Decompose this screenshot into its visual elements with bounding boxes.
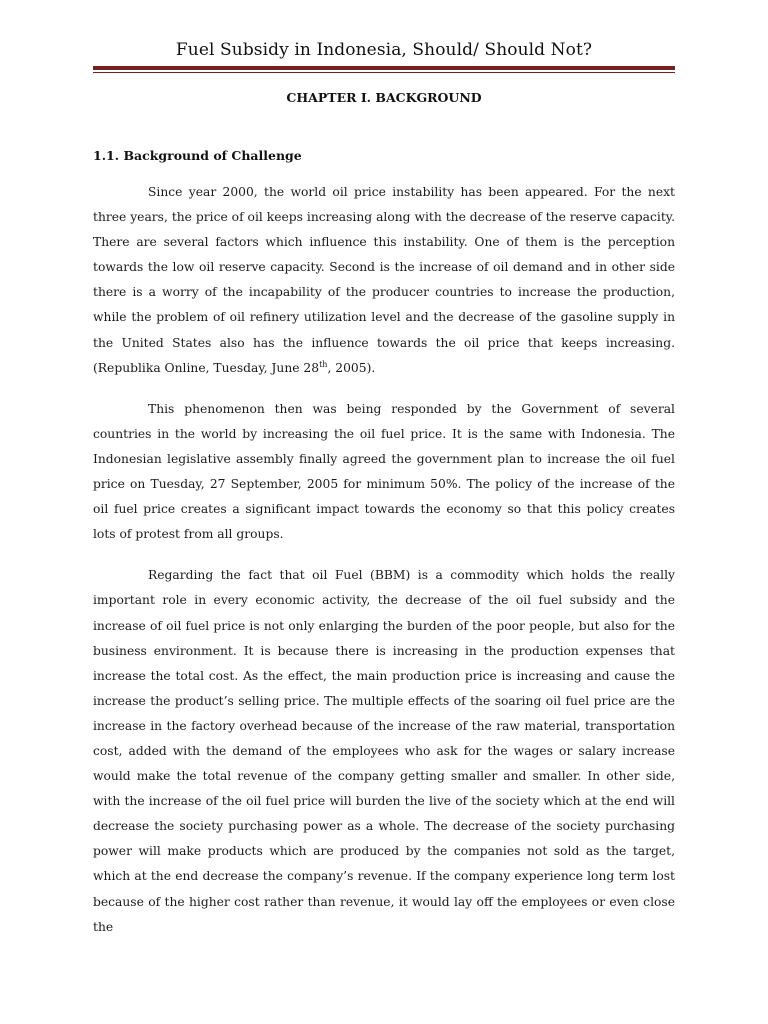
header-rule-thick	[93, 66, 675, 70]
section-heading: 1.1. Background of Challenge	[93, 148, 302, 163]
running-header-title: Fuel Subsidy in Indonesia, Should/ Should Not?	[175, 40, 593, 60]
paragraph-2: This phenomenon then was being responded by the Government of several countries in the world by increasing the oil fuel price. It is the same with Indonesia. The Indonesian legislative assembly finally agreed the government plan to increase the oil fuel price on Tuesday, 27 September, 2005 for minimum 50%. The policy of the increase of the oil fuel price creates a significant impact towards the economy so that this policy creates lots of protest from all groups.	[93, 401, 675, 542]
paragraph-3: Regarding the fact that oil Fuel (BBM) is a commodity which holds the really important role in every economic activity, the decrease of the oil fuel subsidy and the increase of oil fuel price is not only enlarging the burden of the poor people, but also for the business environment. It is because there is increasing in the production expenses that increase the total cost. As the effect, the main production price is increasing and cause the increase the product’s selling price. The multiple effects of the soaring oil fuel price are the increase in the factory overhead because of the increase of the raw material, transportation cost, added with the demand of the employees who ask for the wages or salary increase would make the total revenue of the company getting smaller and smaller. In other side, with the increase of the oil fuel price will burden the live of the society which at the end will decrease the society purchasing power as a whole. The decrease of the society purchasing power will make products which are produced by the companies not sold as the target, which at the end decrease the company’s revenue. If the company experience long term lost because of the higher cost rather than revenue, it would lay off the employees or even close the	[93, 568, 675, 934]
paragraph-1-text: Since year 2000, the world oil price instability has been appeared. For the next three years, the price of oil keeps increasing along with the decrease of the reserve capacity. There are several factors which influence this instability. One of them is the perception towards the low oil reserve capacity. Second is the increase of oil demand and in other side there is a worry of the incapability of the producer countries to increase the production, while the problem of oil refinery utilization level and the decrease of the gasoline supply in the United States also has the influence towards the oil price that keeps increasing. (Republika Online, Tuesday, June 28	[93, 185, 675, 375]
chapter-heading: CHAPTER I. BACKGROUND	[286, 90, 482, 105]
paragraph-1-text-end: , 2005).	[327, 360, 376, 375]
header-rule-thin	[93, 72, 675, 73]
ordinal-superscript: th	[319, 359, 328, 369]
body-text	[93, 180, 675, 956]
paragraph-1	[93, 180, 675, 381]
